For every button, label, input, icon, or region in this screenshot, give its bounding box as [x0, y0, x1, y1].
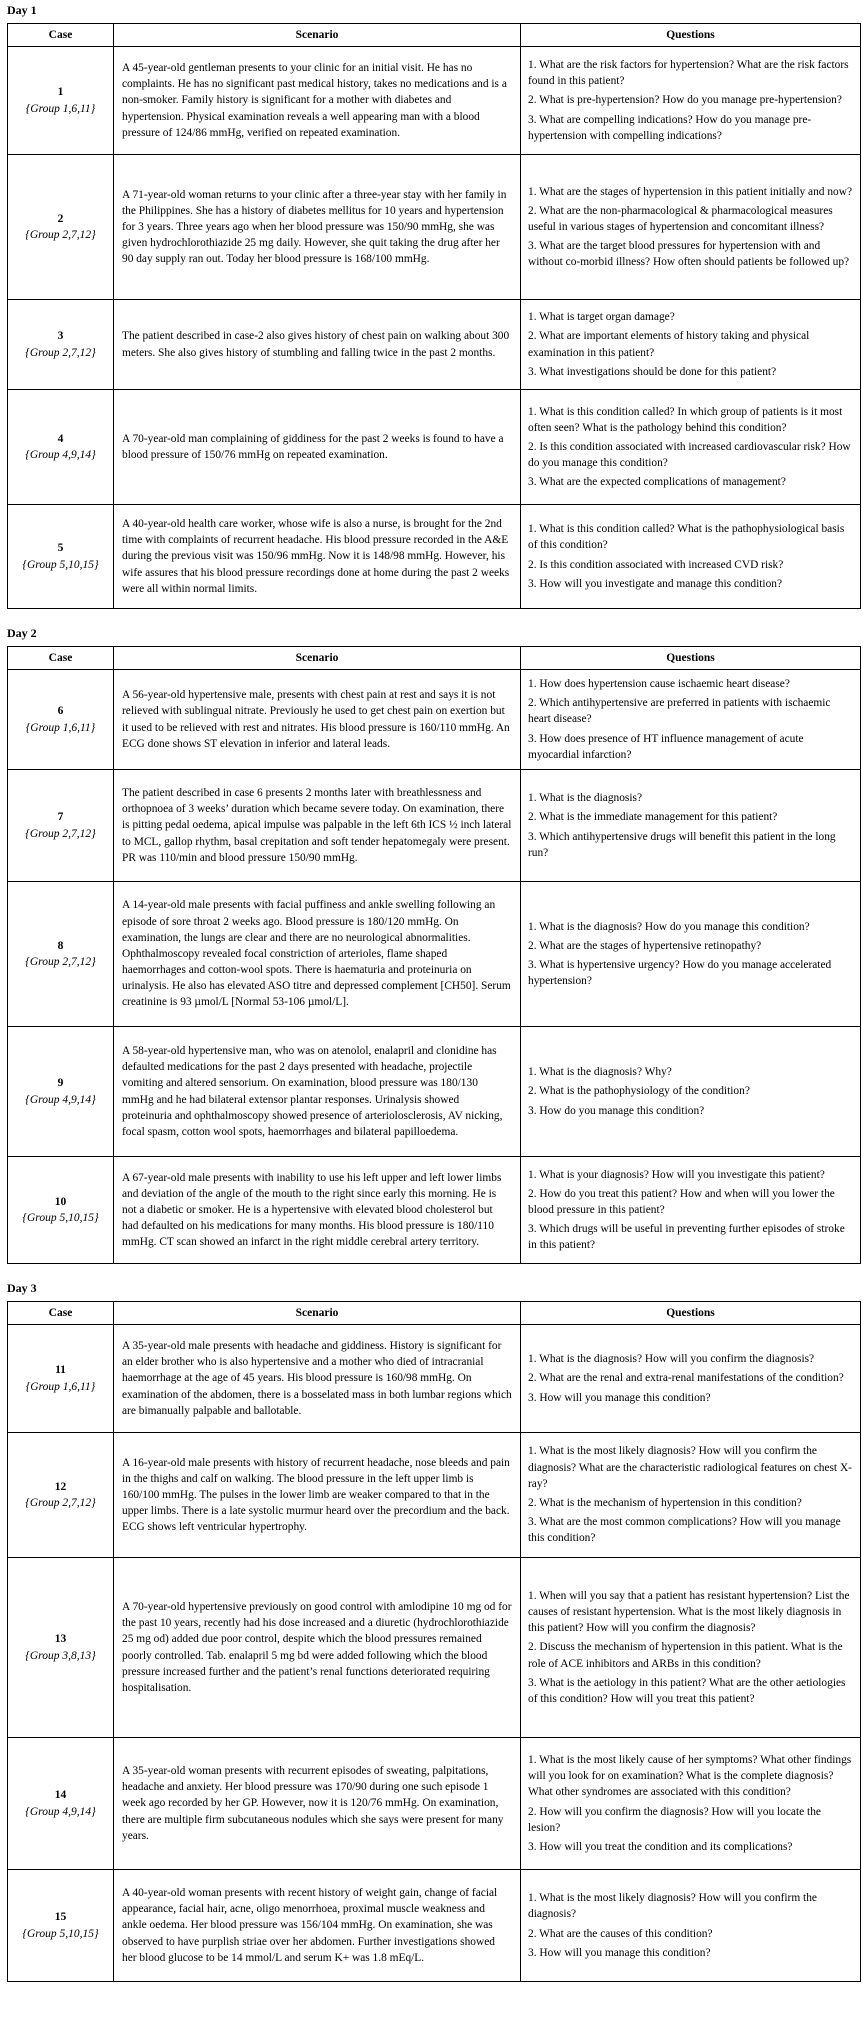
case-number: 1	[57, 86, 64, 99]
case-group: {Group 1,6,11}	[25, 721, 96, 734]
table-row	[8, 1433, 861, 1558]
case-group: {Group 2,7,12}	[25, 827, 96, 840]
question-item: 2. What are the stages of hypertensive retinopathy?	[528, 939, 762, 952]
question-item: 3. What are the target blood pressures for hypertension with and without co-morbid illness? How often should patients be followed up?	[528, 240, 850, 269]
case-group: {Group 2,7,12}	[25, 229, 96, 241]
table-row	[8, 670, 861, 770]
day-2-section	[7, 625, 860, 1264]
scenario-cell: A 35-year-old woman presents with recurrent episodes of sweating, palpitations, headache and anxiety. Her blood pressure was 170/90 during one such episode 1 week ago recorded by her GP. However, now it is 120/76 mmHg. On examination, there are multiple firm subcutaneous nodules which she says were present for many years.	[114, 1738, 521, 1870]
question-item: 1. What is the most likely diagnosis? How will you confirm the diagnosis? What are the characteristic radiological features on chest X-ray?	[528, 1445, 852, 1490]
case-number: 4	[57, 432, 64, 445]
question-item: 1. What is the most likely cause of her symptoms? What other findings will you look for on examination? What is the complete diagnosis? What other syndromes are associated with this condition?	[528, 1753, 852, 1799]
scenario-cell: A 40-year-old health care worker, whose wife is also a nurse, is brought for the 2nd time with complaints of recurrent headache. His blood pressure recorded in the A&E during the previous visit was 150/96 mmHg. Now it is 148/98 mmHg. However, his wife assures that his blood pressure recordings done at home during the past 2 weeks were all within normal limits.	[114, 505, 521, 609]
case-cell	[8, 1157, 114, 1264]
questions-cell	[521, 155, 861, 300]
question-item: 2. Is this condition associated with increased cardiovascular risk? How do you manage this condition?	[528, 440, 851, 470]
day-heading: Day 3	[7, 1281, 37, 1295]
header-case: Case	[8, 24, 114, 47]
question-item: 2. What are the renal and extra-renal manifestations of the condition?	[528, 1372, 844, 1385]
case-table	[7, 23, 861, 609]
questions-cell	[521, 1870, 861, 1982]
table-row	[8, 47, 861, 155]
header-scenario: Scenario	[114, 24, 521, 47]
questions-cell	[521, 670, 861, 770]
case-number: 13	[54, 1633, 67, 1646]
questions-cell	[521, 300, 861, 390]
day-1-section	[7, 2, 860, 609]
case-group: {Group 4,9,14}	[25, 1093, 96, 1106]
scenario-cell: A 70-year-old hypertensive previously on good control with amlodipine 10 mg od for the past 10 years, recently had his dose increased and a diuretic (hydrochlorothiazide 25 mg od) added due poor control, despite which the blood pressures remained poorly controlled. Tab. enalapril 5 mg bd were added following which the blood pressure increased further and the patient’s renal functions deteriorated requiring hospitalisation.	[114, 1558, 521, 1738]
question-item: 2. What is pre-hypertension? How do you manage pre-hypertension?	[528, 94, 842, 107]
day-heading: Day 2	[7, 626, 37, 640]
case-cell	[8, 1870, 114, 1982]
table-header-row	[8, 647, 861, 670]
question-item: 1. What is target organ damage?	[528, 311, 675, 324]
case-number: 11	[55, 1364, 66, 1377]
case-table	[7, 1301, 861, 1982]
question-item: 1. What is your diagnosis? How will you investigate this patient?	[528, 1168, 825, 1181]
case-cell	[8, 300, 114, 390]
question-item: 3. How will you manage this condition?	[528, 1391, 711, 1404]
question-item: 2. What are important elements of history taking and physical examination in this patient?	[528, 330, 810, 359]
case-cell	[8, 155, 114, 300]
question-item: 1. What is this condition called? What is the pathophysiological basis of this condition?	[528, 523, 845, 552]
case-number: 12	[54, 1480, 67, 1493]
case-number: 8	[57, 939, 64, 952]
question-item: 2. Discuss the mechanism of hypertension in this patient. What is the role of ACE inhibitors and ARBs in this condition?	[528, 1641, 843, 1670]
scenario-cell: A 71-year-old woman returns to your clinic after a three-year stay with her family in the Philippines. She has a history of diabetes mellitus for 10 years and hypertension for 3 years. Three years ago when her blood pressure was 150/90 mmHg, she was given hydrochlorothiazide 25 mg daily. However, she quit taking the drug after her 90 day supply ran out. Today her blood pressure is 168/100 mmHg.	[114, 155, 521, 300]
question-item: 3. Which drugs will be useful in preventing further episodes of stroke in this patient?	[528, 1223, 845, 1252]
case-group: {Group 4,9,14}	[25, 449, 96, 461]
case-number: 10	[54, 1195, 67, 1208]
scenario-cell: A 14-year-old male presents with facial puffiness and ankle swelling following an episode of sore throat 2 weeks ago. Blood pressure is 180/120 mmHg. On examination, the lungs are clear and there are no neurological abnormalities. Ophthalmoscopy revealed focal constriction of arterioles, flame shaped haemorrhages and cotton-wool spots. There is haematuria and proteinuria on urinalysis. He also has elevated ASO titre and depressed complement [CH50]. Serum creatinine is 93 µmol/L [Normal 53-106 µmol/L].	[114, 882, 521, 1027]
table-row	[8, 1558, 861, 1738]
case-cell	[8, 390, 114, 505]
question-item: 3. What investigations should be done for this patient?	[528, 365, 777, 378]
question-item: 3. How will you treat the condition and its complications?	[528, 1840, 793, 1853]
case-number: 2	[57, 212, 64, 225]
scenario-cell: The patient described in case 6 presents 2 months later with breathlessness and orthopnoea of 3 weeks’ duration which became severe today. On examination, there is pitting pedal oedema, apical impulse was palpable in the left 6th ICS ½ inch lateral to MCL, gallop rhythm, basal crepitation and soft tender hepatomegaly were present. PR was 110/min and blood pressure 150/90 mmHg.	[114, 770, 521, 882]
header-questions: Questions	[521, 24, 861, 47]
scenario-cell: A 45-year-old gentleman presents to your clinic for an initial visit. He has no complaints. He has no significant past medical history, takes no medications and is a non-smoker. Family history is significant for a mother with diabetes and hypertension. Physical examination reveals a well appearing man with a blood pressure of 124/86 mmHg, verified on repeated examination.	[114, 47, 521, 155]
questions-cell	[521, 1433, 861, 1558]
case-group: {Group 3,8,13}	[25, 1649, 96, 1662]
table-row	[8, 1027, 861, 1157]
question-item: 1. What are the risk factors for hypertension? What are the risk factors found in this patient?	[528, 59, 849, 88]
case-cell	[8, 770, 114, 882]
case-number: 3	[57, 330, 64, 343]
case-number: 6	[57, 705, 64, 718]
question-item: 3. How does presence of HT influence management of acute myocardial infarction?	[528, 732, 804, 761]
questions-cell	[521, 1558, 861, 1738]
question-item: 2. Which antihypertensive are preferred in patients with ischaemic heart disease?	[528, 697, 831, 726]
case-group: {Group 1,6,11}	[25, 1380, 96, 1393]
question-item: 3. What is hypertensive urgency? How do you manage accelerated hypertension?	[528, 959, 832, 988]
table-row	[8, 770, 861, 882]
case-number: 9	[57, 1077, 64, 1090]
question-item: 3. What are the most common complications? How will you manage this condition?	[528, 1516, 841, 1545]
question-item: 3. What is the aetiology in this patient? What are the other aetiologies of this condition? How will you treat this patient?	[528, 1676, 846, 1705]
questions-cell	[521, 1157, 861, 1264]
case-cell	[8, 1325, 114, 1433]
case-cell	[8, 1027, 114, 1157]
question-item: 2. What are the non-pharmacological & pharmacological measures useful in various stages of hypertension and concomitant illness?	[528, 204, 833, 233]
question-item: 1. What is the diagnosis?	[528, 792, 642, 805]
case-group: {Group 4,9,14}	[25, 1805, 96, 1818]
scenario-cell: A 40-year-old woman presents with recent history of weight gain, change of facial appearance, facial hair, acne, oligo menorrhoea, proximal muscle weakness and ankle oedema. Her blood pressure was 156/104 mmHg. On examination, she was observed to have purplish striae over her abdomen. Further investigations showed her blood glucose to be 14 mmol/L and serum K+ was 1.8 mEq/L.	[114, 1870, 521, 1982]
case-cell	[8, 1558, 114, 1738]
questions-cell	[521, 770, 861, 882]
table-header-row	[8, 1302, 861, 1325]
question-item: 2. What is the pathophysiology of the condition?	[528, 1085, 750, 1098]
case-table	[7, 646, 861, 1264]
question-item: 2. What is the immediate management for this patient?	[528, 811, 778, 824]
table-row	[8, 1325, 861, 1433]
scenario-cell: A 58-year-old hypertensive man, who was on atenolol, enalapril and clonidine has defaulted medications for the past 2 days presented with headache, projectile vomiting and altered sensorium. On examination, blood pressure was 180/130 mmHg and he had bilateral extensor plantar responses. Urinalysis showed proteinuria and ophthalmoscopy showed presence of arteriolosclerosis, AV nicking, focal spasm, cotton wool spots, haemorrhages and bilateral papilloedema.	[114, 1027, 521, 1157]
case-group: {Group 5,10,15}	[22, 1212, 99, 1224]
table-row	[8, 155, 861, 300]
scenario-cell: A 56-year-old hypertensive male, presents with chest pain at rest and says it is not relieved with sublingual nitrate. Previously he used to get chest pain on exertion but it used to be relieved with rest and nitrates. His blood pressure is 160/110 mmHg. An ECG done shows ST elevation in inferior and lateral leads.	[114, 670, 521, 770]
question-item: 3. How will you manage this condition?	[528, 1946, 711, 1959]
scenario-cell: A 16-year-old male presents with history of recurrent headache, nose bleeds and pain in the thighs and calf on walking. The blood pressure in the left upper limb is 160/100 mmHg. The pulses in the lower limb are weaker compared to that in the upper limbs. There is a late systolic murmur heard over the precordium and the back. ECG shows left ventricular hypertrophy.	[114, 1433, 521, 1558]
header-scenario: Scenario	[114, 1302, 521, 1325]
question-item: 3. Which antihypertensive drugs will benefit this patient in the long run?	[528, 830, 836, 859]
table-row	[8, 1870, 861, 1982]
question-item: 1. What is the diagnosis? Why?	[528, 1066, 672, 1079]
table-row	[8, 882, 861, 1027]
scenario-cell: A 70-year-old man complaining of giddiness for the past 2 weeks is found to have a blood pressure of 150/76 mmHg on repeated examination.	[114, 390, 521, 505]
questions-cell	[521, 1027, 861, 1157]
question-item: 2. What are the causes of this condition?	[528, 1927, 713, 1940]
table-row	[8, 1157, 861, 1264]
table-row	[8, 390, 861, 505]
table-header-row	[8, 24, 861, 47]
scenario-cell: A 67-year-old male presents with inability to use his left upper and left lower limbs and deviation of the angle of the mouth to the right since early this morning. He is not a diabetic or smoker. He is a hypertensive with elevated blood cholesterol but had defaulted on his medications for many months. His blood pressure is 180/110 mmHg. CT scan showed an infarct in the right middle cerebral artery territory.	[114, 1157, 521, 1264]
questions-cell	[521, 390, 861, 505]
question-item: 1. What is this condition called? In which group of patients is it most often seen? What is the pathology behind this condition?	[528, 405, 843, 434]
table-row	[8, 300, 861, 390]
table-row	[8, 505, 861, 609]
question-item: 1. How does hypertension cause ischaemic heart disease?	[528, 678, 790, 691]
case-group: {Group 2,7,12}	[25, 346, 96, 359]
header-questions: Questions	[521, 647, 861, 670]
case-cell	[8, 1738, 114, 1870]
header-questions: Questions	[521, 1302, 861, 1325]
question-item: 3. What are the expected complications of management?	[528, 476, 786, 489]
questions-cell	[521, 882, 861, 1027]
question-item: 1. What is the diagnosis? How will you confirm the diagnosis?	[528, 1353, 815, 1366]
case-cell	[8, 47, 114, 155]
case-number: 15	[54, 1911, 67, 1924]
questions-cell	[521, 1738, 861, 1870]
case-group: {Group 5,10,15}	[22, 1927, 99, 1940]
case-group: {Group 2,7,12}	[25, 956, 96, 968]
question-item: 2. How do you treat this patient? How and when will you lower the blood pressure in this patient?	[528, 1187, 835, 1216]
question-item: 3. What are compelling indications? How do you manage pre-hypertension with compelling indications?	[528, 113, 812, 142]
question-item: 1. What is the diagnosis? How do you manage this condition?	[528, 920, 810, 933]
header-case: Case	[8, 1302, 114, 1325]
case-group: {Group 1,6,11}	[25, 102, 96, 115]
question-item: 1. What is the most likely diagnosis? How will you confirm the diagnosis?	[528, 1892, 817, 1921]
question-item: 3. How do you manage this condition?	[528, 1104, 705, 1117]
questions-cell	[521, 47, 861, 155]
case-number: 5	[57, 542, 64, 555]
header-scenario: Scenario	[114, 647, 521, 670]
question-item: 2. Is this condition associated with increased CVD risk?	[528, 558, 784, 571]
header-case: Case	[8, 647, 114, 670]
question-item: 3. How will you investigate and manage this condition?	[528, 577, 783, 590]
day-heading: Day 1	[7, 3, 37, 17]
case-group: {Group 5,10,15}	[22, 558, 99, 571]
questions-cell	[521, 505, 861, 609]
table-row	[8, 1738, 861, 1870]
case-cell	[8, 882, 114, 1027]
day-3-section	[7, 1280, 860, 1982]
case-cell	[8, 1433, 114, 1558]
question-item: 1. When will you say that a patient has resistant hypertension? List the causes of resistant hypertension. What is the most likely diagnosis in this patient? How will you confirm the diagnosis?	[528, 1589, 850, 1635]
case-group: {Group 2,7,12}	[25, 1497, 96, 1509]
case-cell	[8, 670, 114, 770]
question-item: 1. What are the stages of hypertension in this patient initially and now?	[528, 185, 853, 198]
case-number: 14	[54, 1789, 67, 1802]
questions-cell	[521, 1325, 861, 1433]
question-item: 2. How will you confirm the diagnosis? How will you locate the lesion?	[528, 1805, 821, 1834]
question-item: 2. What is the mechanism of hypertension in this condition?	[528, 1497, 802, 1509]
case-number: 7	[57, 811, 64, 824]
case-cell	[8, 505, 114, 609]
scenario-cell: The patient described in case-2 also gives history of chest pain on walking about 300 meters. She also gives history of stumbling and falling twice in the past 2 months.	[114, 300, 521, 390]
scenario-cell: A 35-year-old male presents with headache and giddiness. History is significant for an elder brother who is also hypertensive and a mother who died of intracranial haemorrhage at the age of 45 years. His blood pressure is 160/98 mmHg. On examination of the abdomen, there is a bosselated mass in both lumbar regions which are bimanually palpable and ballotable.	[114, 1325, 521, 1433]
